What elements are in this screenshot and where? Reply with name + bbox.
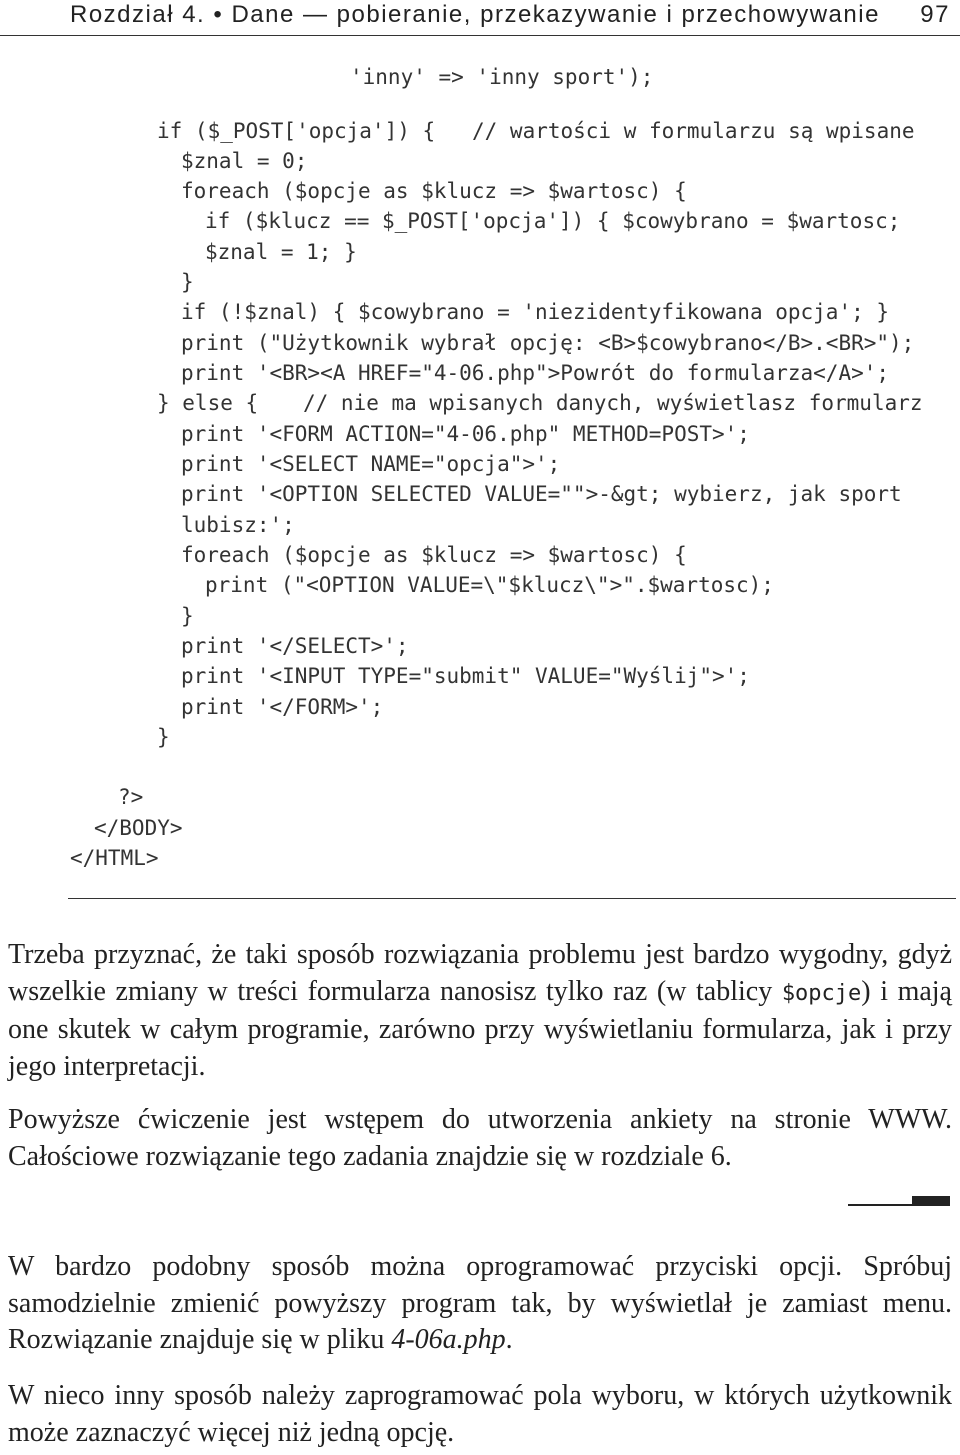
code-line: $znal = 0; [181, 149, 308, 173]
code-line: $znal = 1; } [205, 240, 357, 264]
section-divider [68, 898, 956, 899]
code-line: foreach ($opcje as $klucz => $wartosc) { [181, 179, 687, 203]
paragraph-convenience [8, 937, 952, 1085]
paragraph-text: Trzeba przyznać, że taki sposób rozwiązania problemu jest bardzo wygodny, gdyż wszelkie zmiany w treści formularza nanosisz tylko raz (w tablicy [8, 939, 952, 1007]
code-line: if ($_POST['opcja']) { [157, 119, 436, 143]
file-name: 4-06a.php [391, 1324, 506, 1355]
code-line: ?> [118, 785, 144, 809]
paragraph-survey-intro: Powyższe ćwiczenie jest wstępem do utworzenia ankiety na stronie WWW. Całościowe rozwiązanie tego zadania znajdzie się w rozdziale 6. [8, 1104, 952, 1172]
code-line: print '<SELECT NAME="opcja">'; [181, 452, 561, 476]
code-comment: // wartości w formularzu są wpisane [472, 119, 915, 143]
page-header [70, 0, 950, 30]
code-line: print ("Użytkownik wybrał opcję: <B>$cowybrano</B>.<BR>"); [181, 331, 915, 355]
paragraph-radio-buttons [8, 1249, 952, 1359]
code-line: } [181, 270, 194, 294]
code-line: lubisz:'; [181, 513, 295, 537]
code-line: print '</FORM>'; [181, 695, 384, 719]
code-line: } else { [157, 391, 259, 415]
paragraph-checkboxes: W nieco inny sposób należy zaprogramować pola wyboru, w których użytkownik może zaznaczyć więcej niż jedną opcję. [8, 1380, 952, 1448]
end-marker-line [848, 1204, 912, 1206]
paragraph-text: W bardzo podobny sposób można oprogramować przyciski opcji. Spróbuj samodzielnie zmienić powyższy program tak, by wyświetlał je zamiast menu. Rozwiązanie znajduje się w pliku [8, 1251, 952, 1355]
paragraph-text: ) i mają one skutek w całym programie, zarówno przy wyświetlaniu formularza, jak i przy jego interpretacji. [8, 975, 952, 1082]
code-line: } [157, 725, 170, 749]
paragraph-text: . [505, 1324, 513, 1355]
header-divider [0, 35, 960, 36]
code-line: if (!$znal) { $cowybrano = 'niezidentyfikowana opcja'; } [181, 300, 890, 324]
code-line: if ($klucz == $_POST['opcja']) { $cowybrano = $wartosc; [205, 209, 901, 233]
end-marker-block [912, 1196, 950, 1206]
exercise-end-marker [848, 1196, 950, 1206]
code-line: </BODY> [94, 816, 183, 840]
code-line: print '</SELECT>'; [181, 634, 409, 658]
code-line: } [181, 604, 194, 628]
code-line: print '<INPUT TYPE="submit" VALUE="Wyślij">'; [181, 664, 750, 688]
code-line: </HTML> [70, 846, 159, 870]
code-line: 'inny' => 'inny sport'); [350, 65, 654, 89]
inline-code: $opcje [781, 980, 862, 1006]
page-number: 97 [920, 1, 950, 28]
code-line: print '<FORM ACTION="4-06.php" METHOD=POST>'; [181, 422, 750, 446]
code-line: foreach ($opcje as $klucz => $wartosc) { [181, 543, 687, 567]
code-comment: // nie ma wpisanych danych, wyświetlasz formularz [303, 391, 923, 415]
code-line: print '<OPTION SELECTED VALUE="">-&gt; wybierz, jak sport [181, 482, 902, 506]
code-line: print ("<OPTION VALUE=\"$klucz\">".$wartosc); [205, 573, 774, 597]
code-line: print '<BR><A HREF="4-06.php">Powrót do formularza</A>'; [181, 361, 890, 385]
chapter-title: Rozdział 4. • Dane — pobieranie, przekazywanie i przechowywanie [70, 1, 880, 28]
